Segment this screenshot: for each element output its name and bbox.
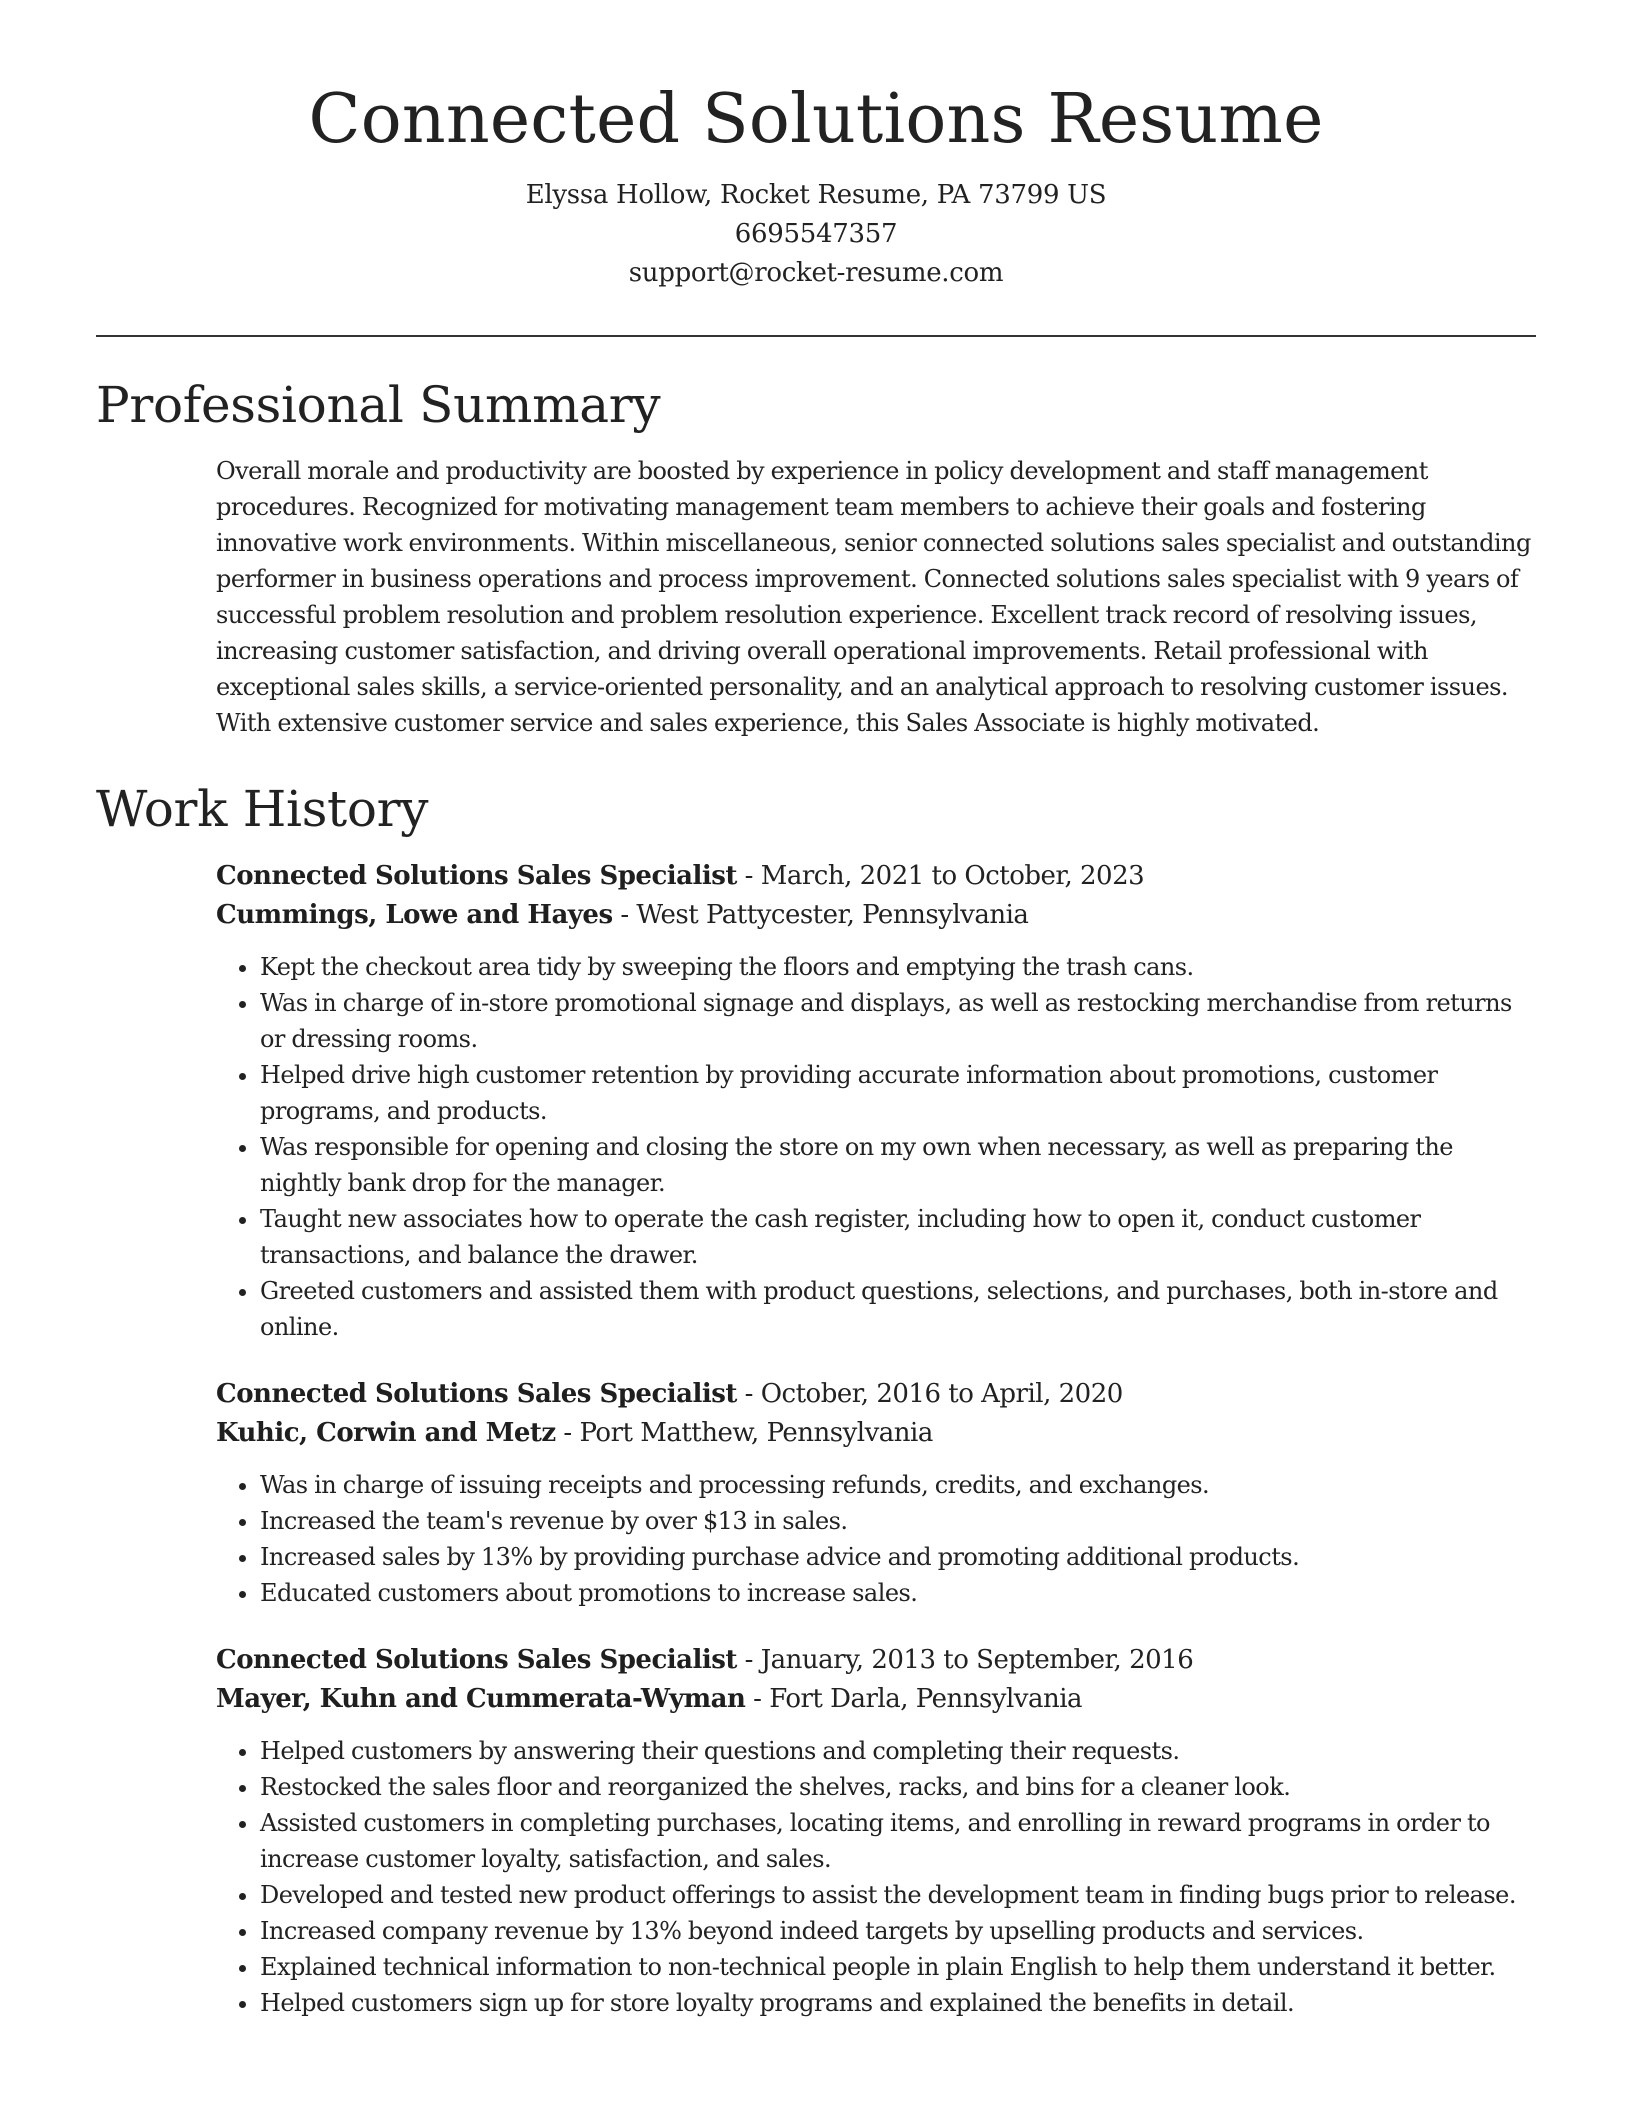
contact-address: Elyssa Hollow, Rocket Resume, PA 73799 US (525, 180, 1107, 211)
job-company-line (216, 896, 1536, 935)
job-bullet-list (216, 949, 1536, 1345)
header-divider (96, 335, 1536, 337)
job-company: Cummings, Lowe and Hayes (216, 900, 613, 931)
job-title-line (216, 1641, 1536, 1680)
job-bullet: • Was responsible for opening and closing the store on my own when necessary, as well as preparing the nightly bank drop for the manager. (260, 1129, 1536, 1201)
job-bullet: • Was in charge of in-store promotional signage and displays, as well as restocking merchandise from returns or dressing rooms. (260, 985, 1536, 1057)
job-bullet: • Helped drive high customer retention by providing accurate information about promotions, customer programs, and products. (260, 1057, 1536, 1129)
job-dates: - October, 2016 to April, 2020 (736, 1379, 1123, 1410)
job-location: - Fort Darla, Pennsylvania (745, 1684, 1083, 1715)
job-bullet-list (216, 1733, 1536, 2021)
job-location: - West Pattycester, Pennsylvania (612, 900, 1029, 931)
section-heading-summary: Professional Summary (96, 376, 661, 435)
job-title: Connected Solutions Sales Specialist (216, 1645, 737, 1676)
job-bullet: • Developed and tested new product offerings to assist the development team in finding bugs prior to release. (260, 1877, 1536, 1913)
work-history-section (96, 779, 1536, 2021)
job-company: Mayer, Kuhn and Cummerata-Wyman (216, 1684, 746, 1715)
contact-info (0, 176, 1632, 293)
job-dates: - January, 2013 to September, 2016 (736, 1645, 1194, 1676)
job-title-line (216, 1375, 1536, 1414)
job-bullet: • Taught new associates how to operate the cash register, including how to open it, conduct customer transactions, and balance the drawer. (260, 1201, 1536, 1273)
contact-email: support@rocket-resume.com (628, 258, 1004, 289)
job-company-line (216, 1414, 1536, 1453)
job-bullet: • Restocked the sales floor and reorganized the shelves, racks, and bins for a cleaner look. (260, 1769, 1536, 1805)
job-bullet: • Increased company revenue by 13% beyond indeed targets by upselling products and services. (260, 1913, 1536, 1949)
job-bullet: • Was in charge of issuing receipts and processing refunds, credits, and exchanges. (260, 1467, 1536, 1503)
job-bullet: • Increased the team's revenue by over $13 in sales. (260, 1503, 1536, 1539)
section-heading-work-history: Work History (96, 780, 429, 839)
work-history-body (216, 857, 1536, 2021)
resume-header (0, 0, 1632, 293)
job-title: Connected Solutions Sales Specialist (216, 1379, 737, 1410)
job-entry (216, 1375, 1536, 1611)
summary-body (216, 453, 1536, 741)
job-dates: - March, 2021 to October, 2023 (736, 861, 1145, 892)
job-title-line (216, 857, 1536, 896)
professional-summary-section (96, 375, 1536, 741)
job-bullet: • Increased sales by 13% by providing purchase advice and promoting additional products. (260, 1539, 1536, 1575)
job-company-line (216, 1680, 1536, 1719)
job-bullet-list (216, 1467, 1536, 1611)
job-bullet: • Helped customers by answering their questions and completing their requests. (260, 1733, 1536, 1769)
job-entry (216, 857, 1536, 1345)
summary-text: Overall morale and productivity are boosted by experience in policy development and staff management procedures. Recognized for motivating management team members to achieve their goals and fostering innovative work environments. Within miscellaneous, senior connected solutions sales specialist and outstanding performer in business operations and process improvement. Connected solutions sales specialist with 9 years of successful problem resolution and problem resolution experience. Excellent track record of resolving issues, increasing customer satisfaction, and driving overall operational improvements. Retail professional with exceptional sales skills, a service-oriented personality, and an analytical approach to resolving customer issues. With extensive customer service and sales experience, this Sales Associate is highly motivated. (216, 457, 1531, 738)
job-bullet: • Educated customers about promotions to increase sales. (260, 1575, 1536, 1611)
job-bullet: • Helped customers sign up for store loyalty programs and explained the benefits in detail. (260, 1985, 1536, 2021)
job-location: - Port Matthew, Pennsylvania (555, 1418, 933, 1449)
resume-title: Connected Solutions Resume (308, 80, 1324, 159)
job-bullet: • Greeted customers and assisted them with product questions, selections, and purchases, both in-store and online. (260, 1273, 1536, 1345)
job-entry (216, 1641, 1536, 2021)
contact-phone: 6695547357 (734, 219, 898, 250)
job-bullet: • Assisted customers in completing purchases, locating items, and enrolling in reward programs in order to increase customer loyalty, satisfaction, and sales. (260, 1805, 1536, 1877)
job-title: Connected Solutions Sales Specialist (216, 861, 737, 892)
job-company: Kuhic, Corwin and Metz (216, 1418, 556, 1449)
job-bullet: • Kept the checkout area tidy by sweeping the floors and emptying the trash cans. (260, 949, 1536, 985)
job-bullet: • Explained technical information to non-technical people in plain English to help them understand it better. (260, 1949, 1536, 1985)
